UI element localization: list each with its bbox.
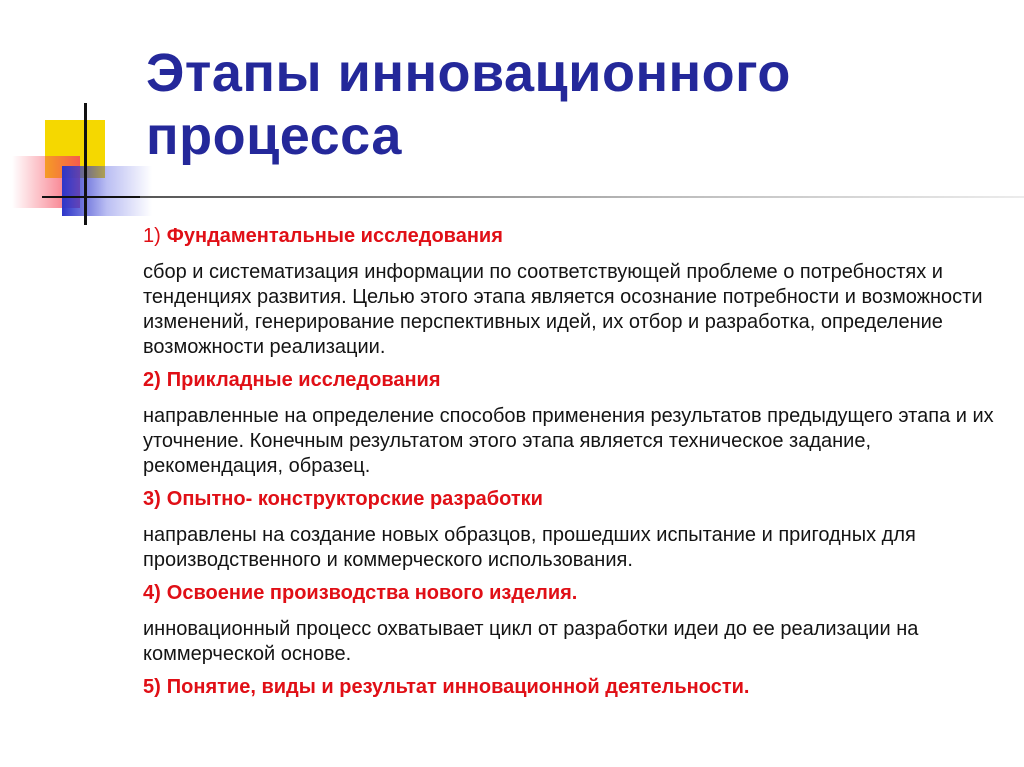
stage-5-number: 5) <box>143 676 161 698</box>
stage-2-heading <box>143 368 1003 392</box>
stages-list <box>143 224 1003 699</box>
stage-4-heading <box>143 581 1003 605</box>
stage-3-title: Опытно- конструкторские разработки <box>166 488 543 510</box>
stage-4-description: инновационный процесс охватывает цикл от разработки идеи до ее реализации на коммерческой основе. <box>143 618 919 665</box>
stage-5-title: Понятие, виды и результат инновационной деятельности. <box>166 676 750 698</box>
decor-blue-gradient-block <box>62 166 152 216</box>
slide-title: Этапы инновационного процесса <box>146 43 791 166</box>
decor-vertical-line <box>84 103 87 225</box>
stage-4-number: 4) <box>143 582 161 604</box>
stage-2-title: Прикладные исследования <box>166 369 441 391</box>
stage-2-description: направленные на определение способов применения результатов предыдущего этапа и их уточнение. Конечным результатом этого этапа является техническое задание, рекомендация, образец. <box>143 405 994 477</box>
title-underline <box>140 196 1024 198</box>
stage-5-heading <box>143 675 1003 699</box>
stage-3-heading <box>143 487 1003 511</box>
stage-1-number: 1) <box>143 225 161 247</box>
stage-2-number: 2) <box>143 369 161 391</box>
stage-4-title: Освоение производства нового изделия. <box>166 582 578 604</box>
stage-1-heading <box>143 224 1003 248</box>
stage-1-title: Фундаментальные исследования <box>166 225 503 247</box>
stage-3-description: направлены на создание новых образцов, прошедших испытание и пригодных для производственного и коммерческого использования. <box>143 524 916 571</box>
stage-3-number: 3) <box>143 488 161 510</box>
stage-1-description: сбор и систематизация информации по соответствующей проблеме о потребностях и тенденциях развития. Целью этого этапа является осознание потребности и возможности изменений, генерирование перспективных идей, их отбор и разработка, определение возможности реализации. <box>143 261 983 358</box>
